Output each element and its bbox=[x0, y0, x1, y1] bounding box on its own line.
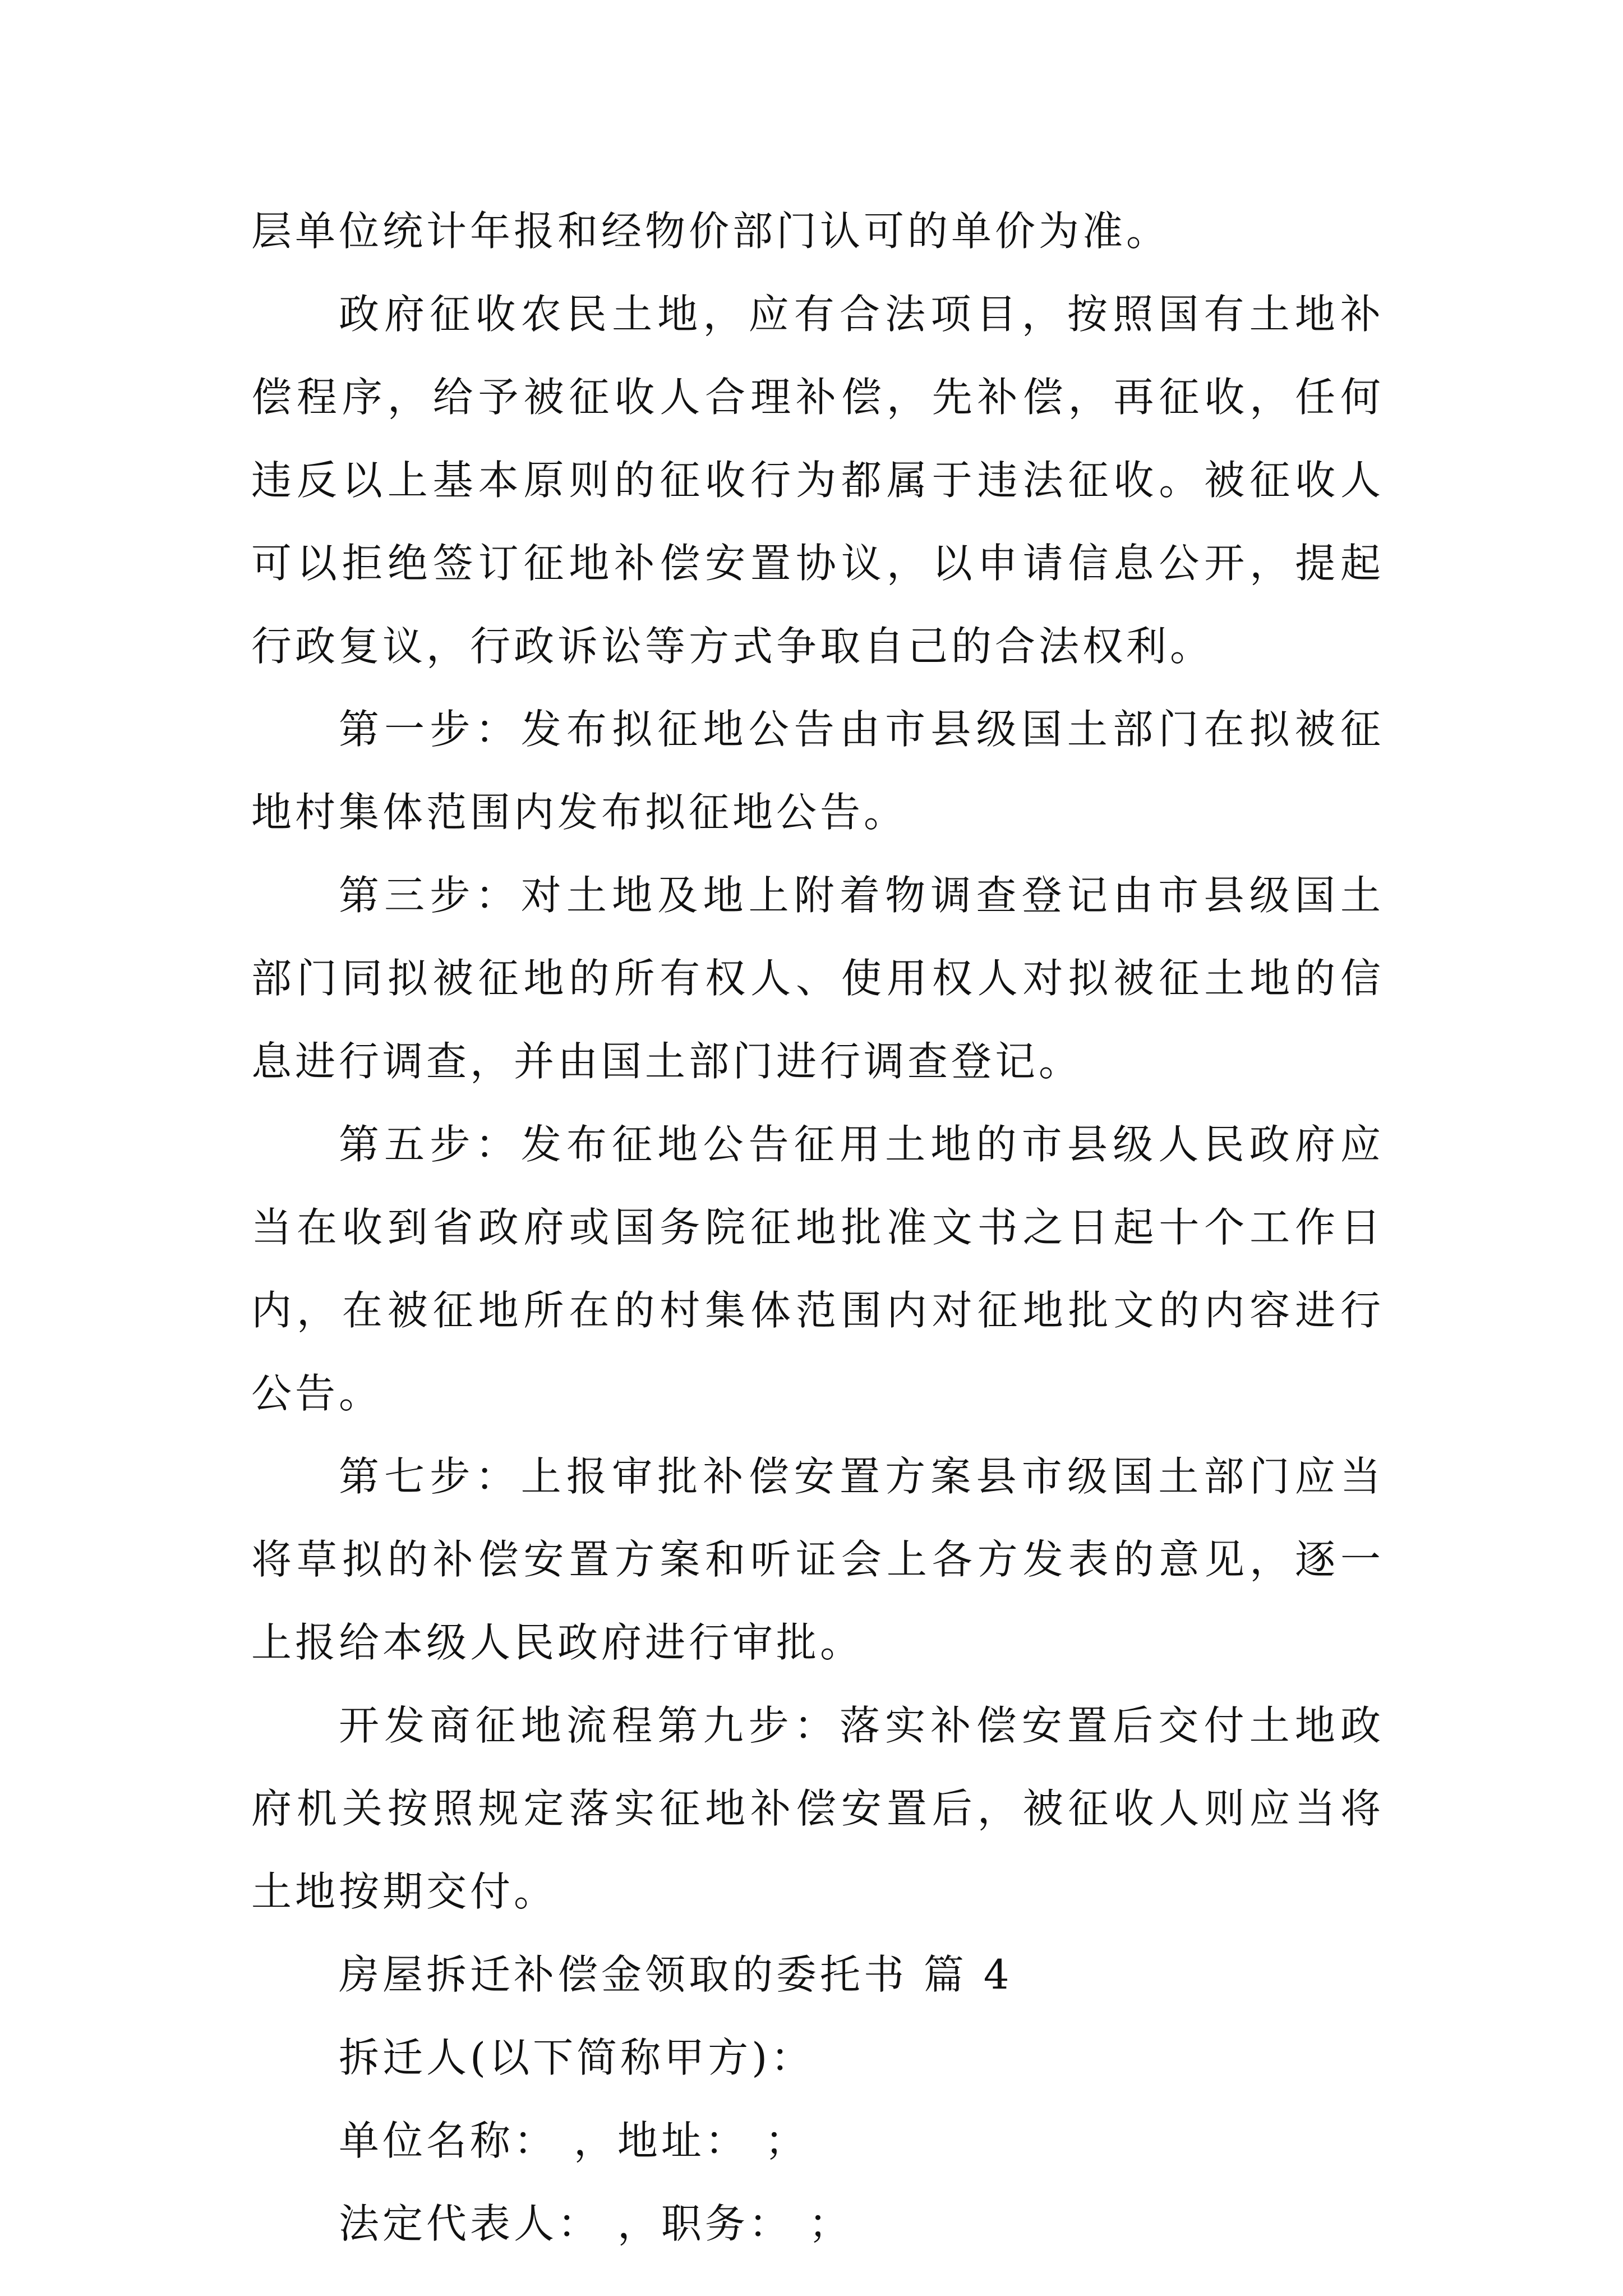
paragraph-1: 层单位统计年报和经物价部门认可的单价为准。 bbox=[251, 208, 1170, 255]
form-line-demolisher: 拆迁人(以下简称甲方)： bbox=[339, 2034, 815, 2081]
document-body bbox=[251, 190, 1384, 2265]
paragraph-3: 第一步：发布拟征地公告由市县级国土部门在拟被征地村集体范围内发布拟征地公告。 bbox=[251, 706, 1384, 836]
section-heading: 房屋拆迁补偿金领取的委托书 篇 4 bbox=[339, 1951, 1013, 1998]
paragraph-2: 政府征收农民土地，应有合法项目，按照国有土地补偿程序，给予被征收人合理补偿，先补偿，再征收，任何违反以上基本原则的征收行为都属于违法征收。被征收人可以拒绝签订征地补偿安置协议，以申请信息公开，提起行政复议，行政诉讼等方式争取自己的合法权利。 bbox=[251, 291, 1384, 670]
form-line-legal-rep: 法定代表人： ，职务： ； bbox=[339, 2200, 852, 2247]
paragraph-5: 第五步：发布征地公告征用土地的市县级人民政府应当在收到省政府或国务院征地批准文书之日起十个工作日内，在被征地所在的村集体范围内对征地批文的内容进行公告。 bbox=[251, 1121, 1384, 1417]
paragraph-4: 第三步：对土地及地上附着物调查登记由市县级国土部门同拟被征地的所有权人、使用权人对拟被征土地的信息进行调查，并由国土部门进行调查登记。 bbox=[251, 872, 1384, 1085]
form-line-unit-address: 单位名称： ，地址： ； bbox=[339, 2117, 809, 2164]
paragraph-6: 第七步：上报审批补偿安置方案县市级国土部门应当将草拟的补偿安置方案和听证会上各方发表的意见，逐一上报给本级人民政府进行审批。 bbox=[251, 1453, 1384, 1666]
paragraph-7: 开发商征地流程第九步：落实补偿安置后交付土地政府机关按照规定落实征地补偿安置后，被征收人则应当将土地按期交付。 bbox=[251, 1702, 1384, 1915]
